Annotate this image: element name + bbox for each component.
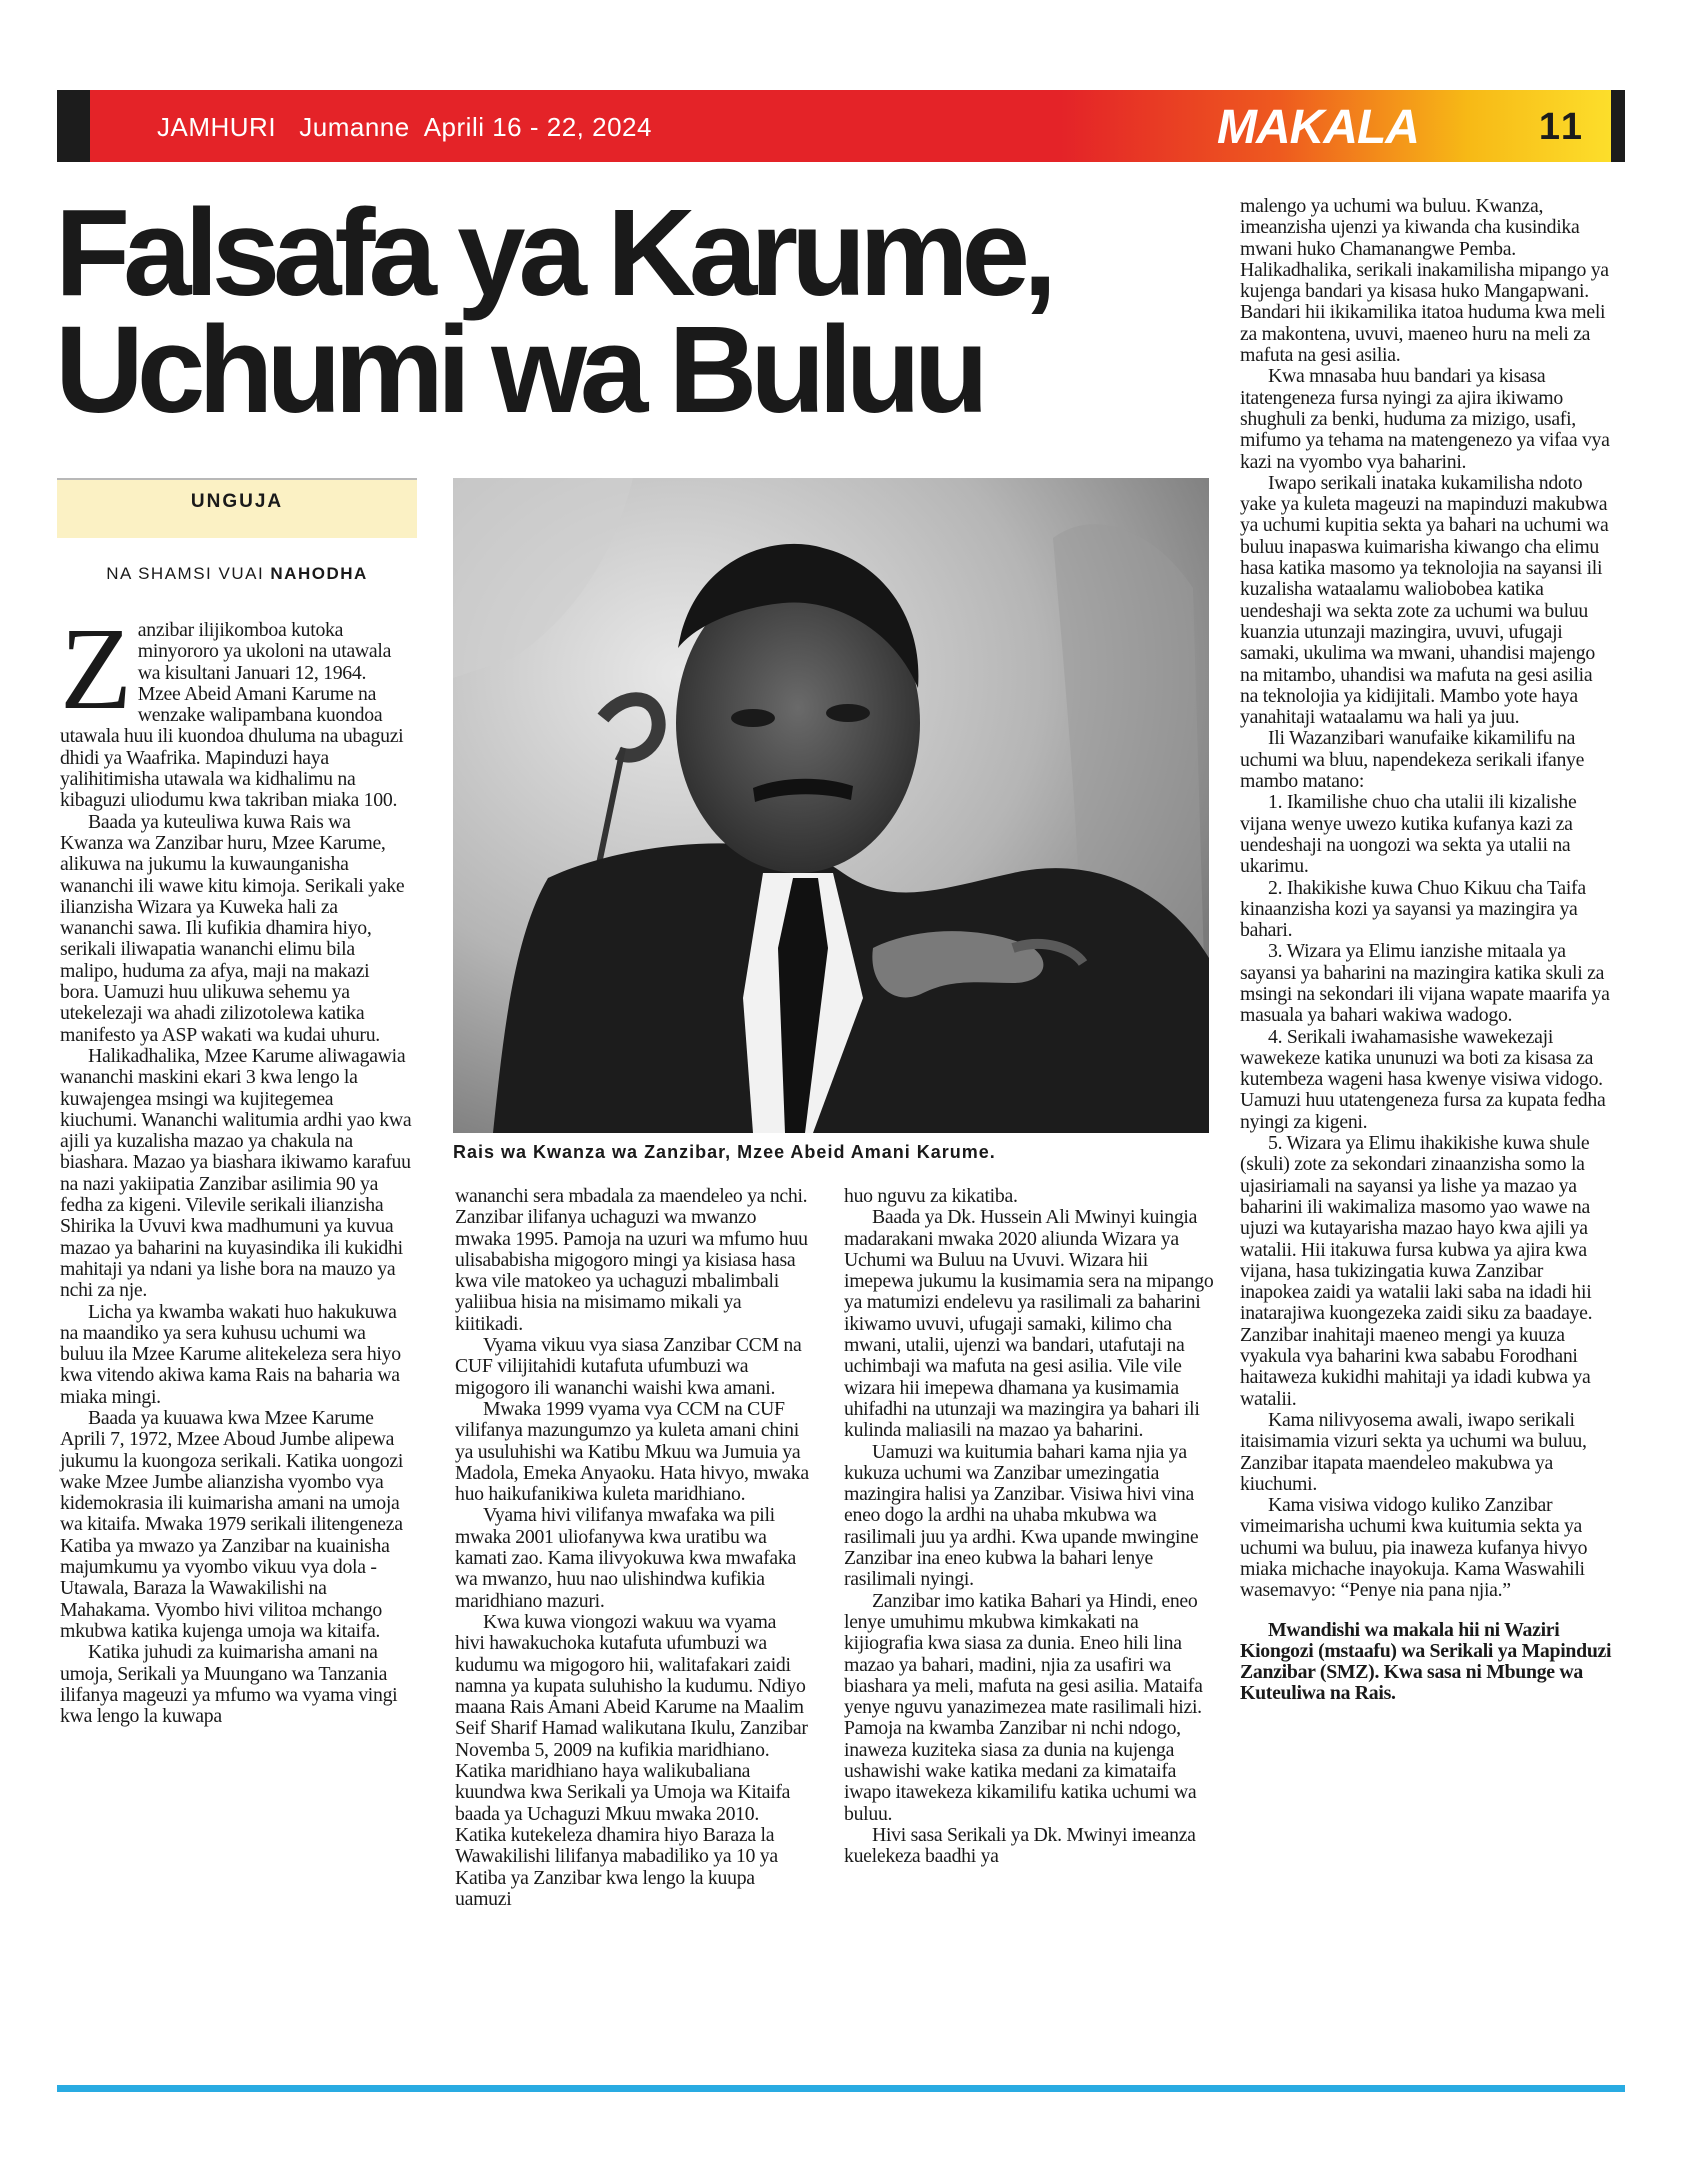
headline [55, 185, 1051, 439]
article-column-1 [60, 603, 412, 1728]
page-header [57, 90, 1625, 162]
publication-name: JAMHURI [157, 112, 277, 142]
list-item: 5. Wizara ya Elimu ihakikishe kuwa shule (skuli) zote za sekondari zinaanzisha somo la ujasiriamali na sayansi ya lishe ya mazao ya baharini ili wakimaliza masomo yao wawe na ujuzi wa kutayarisha mazao hayo kwa ajili ya watalii. Hii itakuwa fursa kubwa ya ajira kwa vijana, hasa tukizingatia kuwa Zanzibar inapokea zaidi ya watalii laki saba na idadi hii inatarajiwa kuongezeka zaidi siku za baadaye. Zanzibar inahitaji maeneo mengi ya kuuza vyakula vya baharini kwa sababu Forodhani haitaweza kukidhi mahitaji ya idadi kubwa ya watalii. [1240, 1132, 1593, 1410]
byline [57, 564, 417, 584]
photo-caption: Rais wa Kwanza wa Zanzibar, Mzee Abeid Amani Karume. [453, 1142, 996, 1162]
paragraph: Licha ya kwamba wakati huo hakukuwa na maandiko ya sera kuhusu uchumi wa buluu ila Mzee Karume alitekeleza sera hiyo kwa vitendo akiwa kama Rais na baharia wa miaka mingi. [60, 1300, 401, 1408]
paragraph: huo nguvu za kikatiba. [844, 1185, 1018, 1207]
paragraph: Kwa mnasaba huu bandari ya kisasa itatengeneza fursa nyingi za ajira ikiwamo shughuli za benki, huduma za mizigo, usafi, mifumo ya tehama na matengenezo ya vifaa vya kazi na vyombo vya baharini. [1240, 365, 1610, 473]
header-left-bar [57, 90, 90, 162]
drop-cap: Z [60, 603, 132, 734]
header-publication-date [157, 112, 652, 143]
paragraph: Kama nilivyosema awali, iwapo serikali itaisimamia vizuri sekta ya uchumi wa buluu, Zanzibar itapata maendeleo makubwa ya kiuchumi. [1240, 1408, 1587, 1495]
paragraph: Mwaka 1999 vyama vya CCM na CUF vilifanya mazungumzo ya kuleta amani chini ya usuluhishi wa Katibu Mkuu wa Jumuia ya Madola, Emeka Anyaoku. Hata hivyo, mwaka huo haikufanikiwa kuleta maridhiano. [455, 1397, 809, 1506]
list-item: 3. Wizara ya Elimu ianzishe mitaala ya sayansi ya baharini na mazingira katika skuli za [1240, 940, 1605, 984]
footer-rule [57, 2085, 1625, 2092]
paragraph: Vyama vikuu vya siasa Zanzibar CCM na CUF vilijitahidi kutafuta ufumbuzi wa migogoro ili wananchi waishi kwa amani. [455, 1334, 802, 1399]
paragraph: malengo ya uchumi wa buluu. Kwanza, imeanzisha ujenzi ya kiwanda cha kusindika mwani huko Chamanangwe Pemba. Halikadhalika, serikali inakamilisha mipango ya kujenga bandari ya kisasa huko Mangapwani. Bandari hii ikikamilika itatoa huduma kwa meli za makontena, uvuvi, maeneo huru na meli za mafuta na gesi asilia. [1240, 195, 1609, 367]
paragraph: Uamuzi wa kuitumia bahari kama njia ya kukuza uchumi wa Zanzibar umezingatia mazingira halisi ya Zanzibar. Visiwa hivi vina eneo dogo la ardhi na uhaba mkubwa wa rasilimali juu ya ardhi. Kwa upande mwingine Zanzibar ina eneo kubwa la bahari lenye rasilimali nyingi. [844, 1440, 1199, 1591]
article-column-2 [455, 1186, 810, 1910]
headline-line-2: Uchumi wa Buluu [55, 302, 982, 439]
paragraph: Kwa kuwa viongozi wakuu wa vyama hivi hawakuchoka kutafuta ufumbuzi wa kudumu wa migogoro hii, walitafakari zaidi namna ya kupata suluhisho la kudumu. Ndiyo maana Rais Amani Abeid Karume na Maalim Seif Sharif Hamad walikutana Ikulu, Zanzibar Novemba 5, 2009 na kufikia maridhiano. Katika maridhiano haya walikubaliana kuundwa kwa Serikali ya Umoja wa Kitaifa baada ya Uchaguzi Mkuu mwaka 2010. Katika kutekeleza dhamira hiyo Baraza la Wawakilishi lilifanya mabadiliko ya 10 ya Katiba ya Zanzibar kwa lengo la kuupa uamuzi [455, 1610, 808, 1910]
paragraph: Hivi sasa Serikali ya Dk. Mwinyi imeanza kuelekeza baadhi ya [844, 1823, 1196, 1868]
paragraph: Ili Wazanzibari wanufaike kikamilifu na uchumi wa bluu, napendekeza serikali ifanye mambo matano: [1240, 727, 1585, 793]
list-item: 4. Serikali iwahamasishe wawekezaji wawekeze katika ununuzi wa boti za kisasa za kutembeza wageni hasa kwenye visiwa vidogo. Uamuzi huu utatengeneza fursa za kupata fedha nyingi za kigeni. [1240, 1025, 1606, 1133]
portrait-photo-illustration [453, 478, 1209, 1133]
paragraph: Kama visiwa vidogo kuliko Zanzibar vimeimarisha uchumi kwa kuitumia sekta ya uchumi wa buluu, pia inaweza kufanya hivyo miaka michache inayokuja. Kama Waswahili wasemavyo: “Penye nia pana njia.” [1240, 1494, 1588, 1602]
paragraph: Baada ya kuteuliwa kuwa Rais wa Kwanza wa Zanzibar huru, Mzee Karume, alikuwa na jukumu la kuwaunganisha wananchi ili wawe kitu kimoja. Serikali yake ilianzisha Wizara ya Kuweka hali za wananchi sawa. Ili kufikia dhamira hiyo, serikali iliwapatia wananchi elimu bila malipo, huduma za afya, maji na makazi bora. Uamuzi huu ulikuwa sehemu ya utekelezaji wa ahadi zilizotolewa katika manifesto ya ASP wakati wa kudai uhuru. [60, 810, 405, 1046]
paragraph: wananchi sera mbadala za maendeleo ya nchi. Zanzibar ilifanya uchaguzi wa mwanzo mwaka 1995. Pamoja na uzuri wa mfumo huu ulisababisha migogoro mingi ya kisiasa hasa kwa vile matokeo ya uchaguzi mbalimbali yaliibua hisia na misimamo mikali ya kiitikadi. [455, 1185, 808, 1335]
section-name: MAKALA [1217, 101, 1419, 154]
paragraph: Katika juhudi za kuimarisha amani na umoja, Serikali ya Muungano wa Tanzania ilifanya mageuzi ya mfumo wa vyama vingi kwa lengo la kuwapa [60, 1641, 398, 1728]
list-item: 2. Ihakikishe kuwa Chuo Kikuu cha Taifa kinaanzisha kozi ya sayansi ya mazingira ya bahari. [1240, 876, 1586, 942]
dateline: UNGUJA [57, 478, 417, 538]
paragraph: Baada ya kuuawa kwa Mzee Karume Aprili 7, 1972, Mzee Aboud Jumbe alipewa jukumu la kuongoza serikali. Katika uongozi wake Mzee Jumbe alianzisha vyombo vya kidemokrasia ili kuimarisha amani na umoja wa kitaifa. Mwaka 1979 serikali ilitengeneza Katiba ya mwazo ya Zanzibar na kuainisha majumkumu ya vyombo vikuu vya dola - Utawala, Baraza la Wawakilishi na Mahakama. Vyombo hivi vilitoa mchango mkubwa katika kujenga umoja wa kitaifa. [60, 1406, 404, 1642]
issue-date: Jumanne Aprili 16 - 22, 2024 [299, 112, 652, 142]
paragraph: anzibar ilijikomboa kutoka minyororo ya ukoloni na utawala wa kisultani Januari 12, 1964. Mzee Abeid Amani Karume na wenzake walipambana kuondoa utawala huu ili kuondoa dhuluma na ubaguzi dhidi ya Waafrika. Mapinduzi haya yalihitimisha utawala wa kidhalimu na kibaguzi uliodumu kwa takriban miaka 100. [60, 619, 404, 812]
paragraph: Halikadhalika, Mzee Karume aliwagawia wananchi maskini ekari 3 kwa lengo la kuwajengea msingi wa kujitegemea kiuchumi. Wananchi walitumia ardhi yao kwa ajili ya kuzalisha mazao ya chakula na biashara. Mazao ya biashara ikiwamo karafuu na nazi yakiipatia Zanzibar asilimia 90 ya fedha za kigeni. Vilevile serikali ilianzisha Shirika la Uvuvi kwa madhumuni ya kuvua mazao ya baharini na kuyasindika ili kukidhi mahitaji ya ndani ya lishe bora na mauzo ya nchi za nje. [60, 1044, 412, 1302]
article-column-3 [844, 1186, 1214, 1868]
article-column-4 [1240, 196, 1612, 1705]
list-item-continuation: msingi na sekondari ili vijana wapate maarifa ya masuala ya bahari wakiwa wadogo. [1240, 982, 1610, 1027]
byline-prefix: NA SHAMSI VUAI [106, 564, 265, 583]
byline-name: NAHODHA [270, 564, 368, 583]
list-item: 1. Ikamilishe chuo cha utalii ili kizalishe vijana wenye uwezo kutika kufanya kazi za uendeshaji na uongozi wa sekta ya utalii na ukarimu. [1240, 791, 1577, 878]
page-number: 11 [1538, 106, 1585, 148]
paragraph: Zanzibar imo katika Bahari ya Hindi, eneo lenye umuhimu mkubwa kimkakati na kijiografia kwa siasa za dunia. Eneo hili lina mazao ya bahari, madini, njia za usafiri wa biashara ya meli, mafuta na gesi asilia. Mataifa yenye nguvu yanazimezea mate rasilimali hizi. Pamoja na kwamba Zanzibar ni nchi ndogo, inaweza kuziteka siasa za dunia na kujenga ushawishi wake katika medani za kimataifa iwapo itawekeza kikamilifu katika uchumi wa buluu. [844, 1589, 1203, 1825]
headline-line-1: Falsafa ya Karume, [55, 185, 1051, 322]
header-right-bar [1611, 90, 1625, 162]
paragraph: Baada ya Dk. Hussein Ali Mwinyi kuingia madarakani mwaka 2020 aliunda Wizara ya Uchumi wa Buluu na Uvuvi. Wizara hii imepewa jukumu la kusimamia sera na mipango ya matumizi endelevu ya rasilimali za baharini ikiwamo uvuvi, ufugaji samaki, kilimo cha mwani, utalii, ujenzi wa bandari, utafutaji na uchimbaji wa mafuta na gesi asilia. Vile vile wizara hii imepewa dhamana ya kusimamia uhifadhi na utunzaji wa mazingira ya bahari ili kulinda maliasili na mazao ya baharini. [844, 1206, 1214, 1442]
paragraph: Iwapo serikali inataka kukamilisha ndoto yake ya kuleta mageuzi na mapinduzi makubwa ya uchumi kupitia sekta ya bahari na uchumi wa buluu inapaswa kuimarisha kiwango cha elimu hasa katika masomo ya teknolojia na sayansi ili kuzalisha wataalamu waliobobea katika uendeshaji wa sekta zote za uchumi wa buluu kuanzia utunzaji mazingira, uvuvi, ufugaji samaki, ukulima wa mwani, uhandisi majengo na mitambo, uhandisi wa mafuta na gesi asilia na teknolojia ya kidijitali. Mambo yote haya yanahitaji wataalamu wa hali ya juu. [1240, 471, 1609, 729]
author-note: Mwandishi wa makala hii ni Waziri Kiongozi (mstaafu) wa Serikali ya Mapinduzi Zanzibar (SMZ). Kwa sasa ni Mbunge wa Kuteuliwa na Rais. [1240, 1618, 1612, 1705]
paragraph: Vyama hivi vilifanya mwafaka wa pili mwaka 2001 uliofanywa kwa uratibu wa kamati zao. Kama ilivyokuwa kwa mwafaka wa mwanzo, huu nao ulishindwa kufikia maridhiano mazuri. [455, 1504, 796, 1612]
article-photo [453, 478, 1209, 1133]
